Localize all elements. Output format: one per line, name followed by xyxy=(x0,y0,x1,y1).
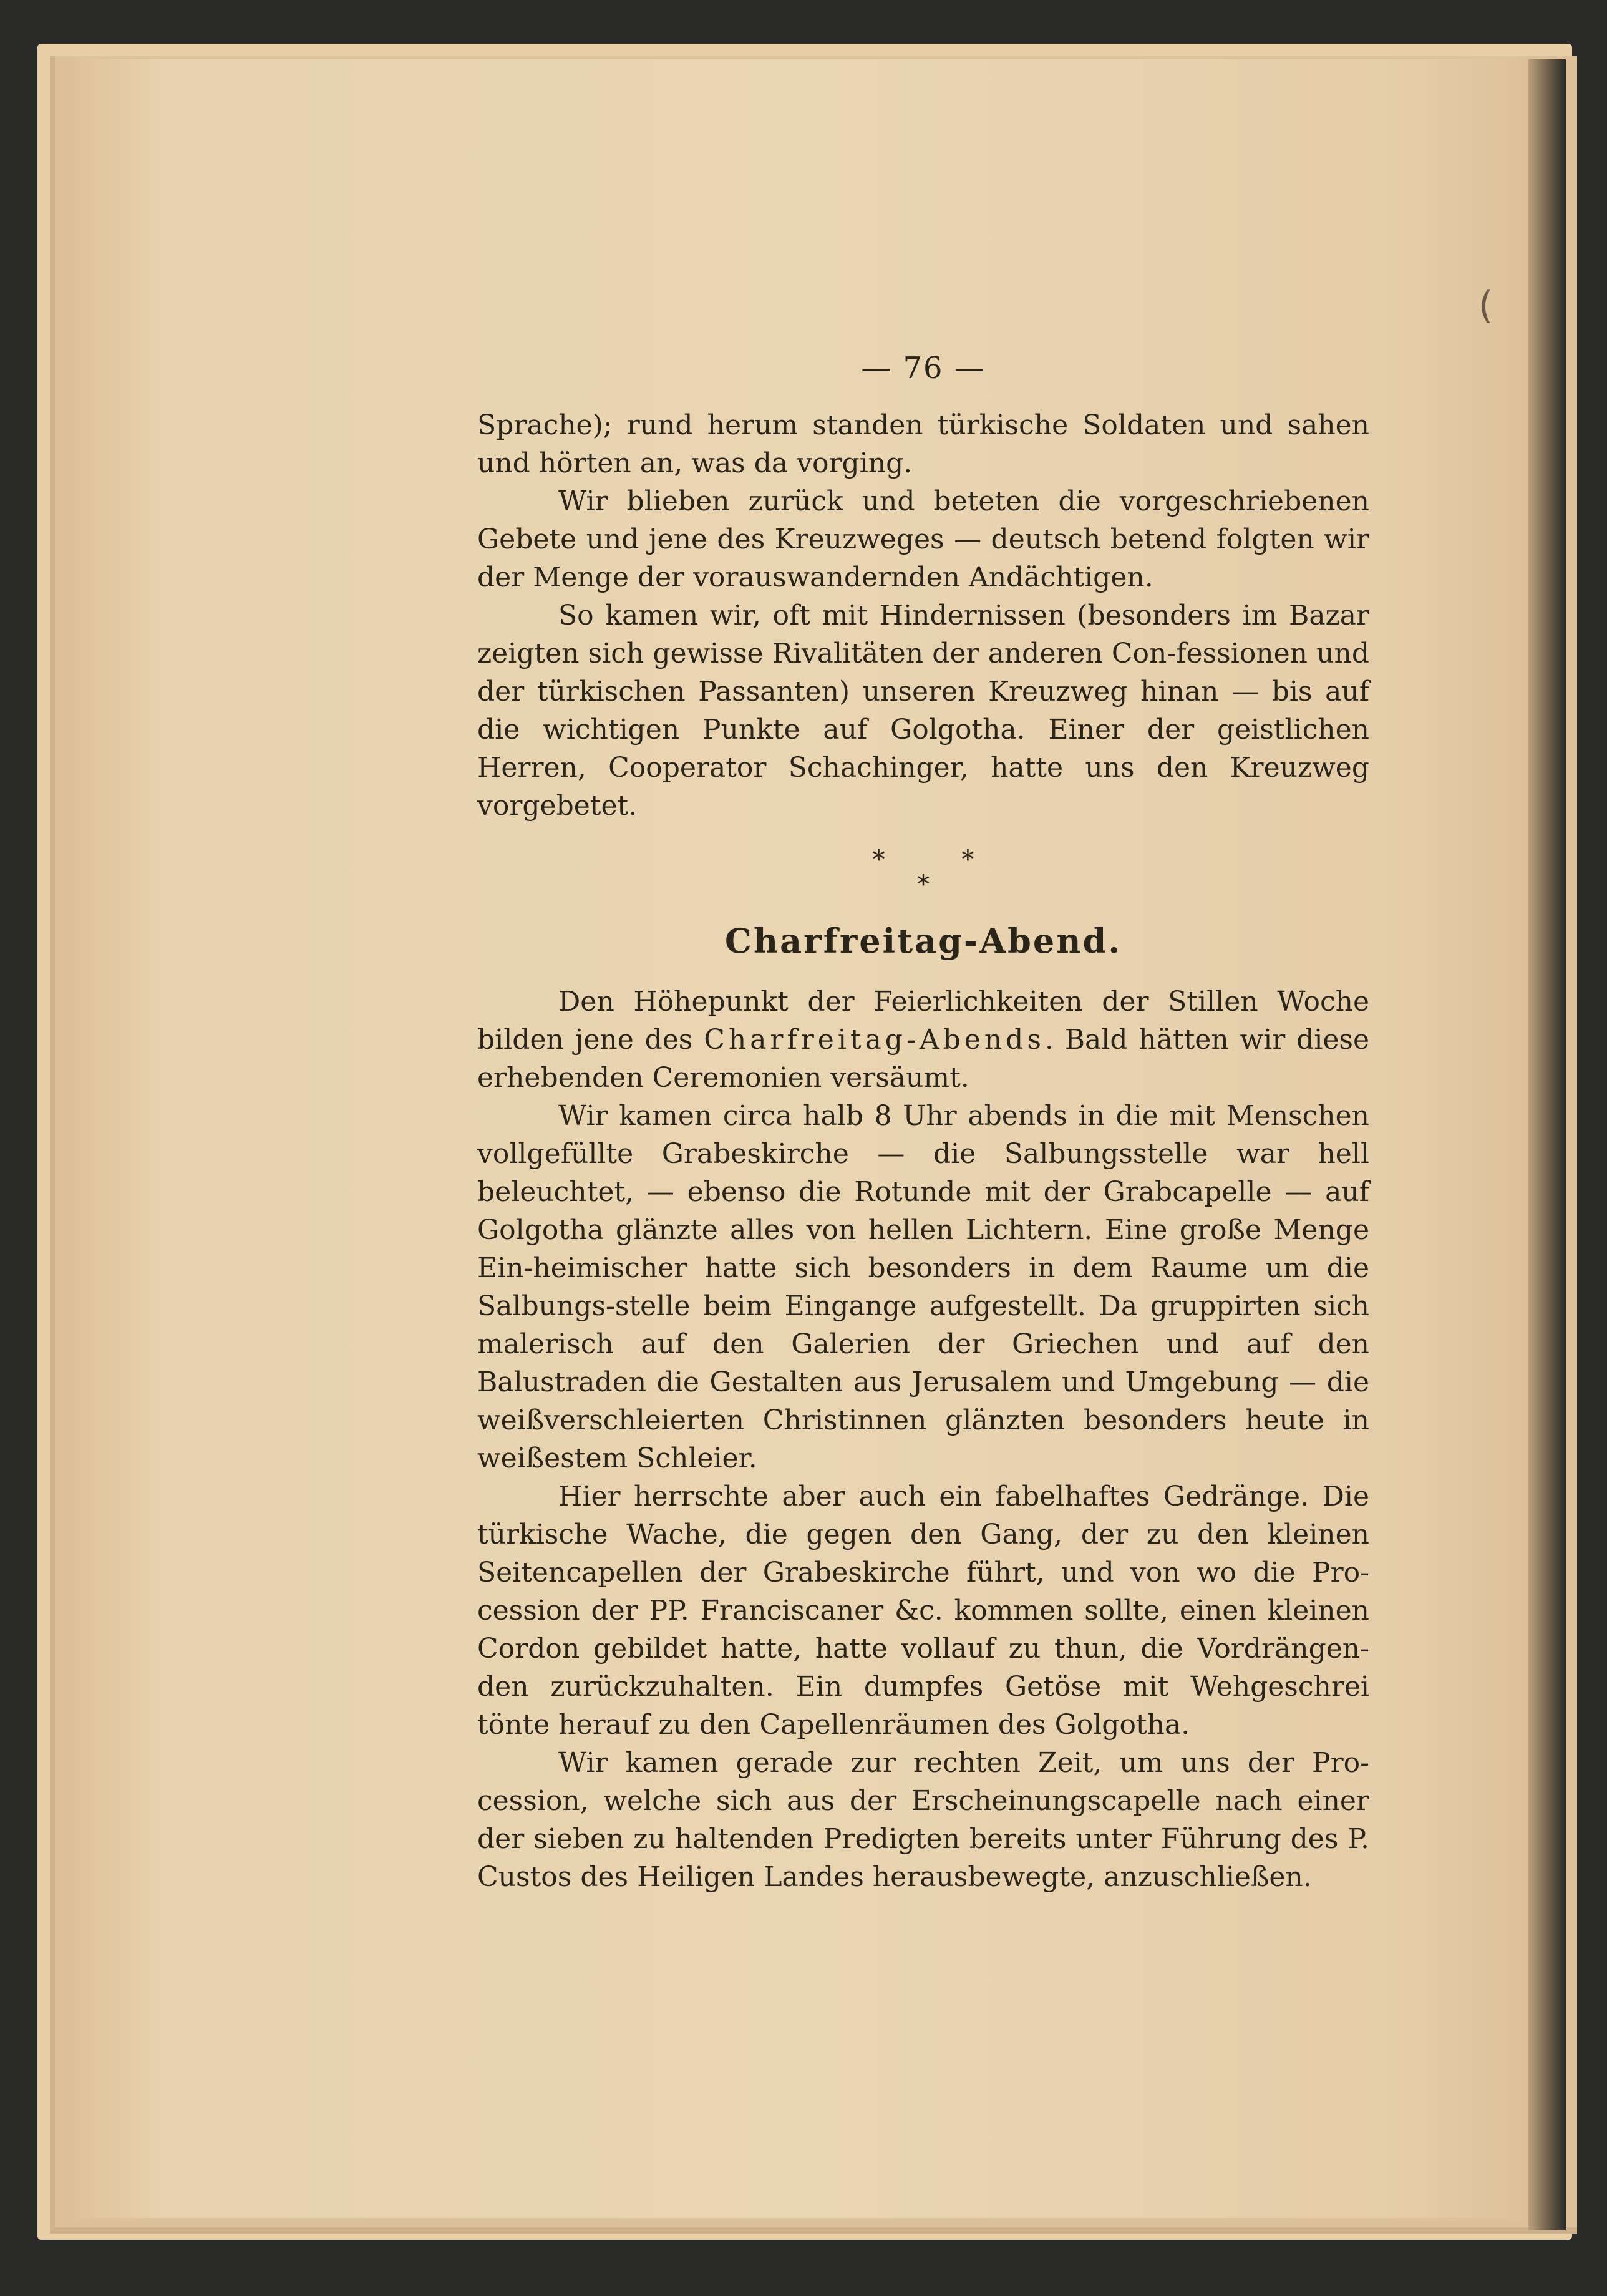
paragraph-4 xyxy=(477,983,1369,1097)
asterism-top: * * xyxy=(872,845,974,874)
paragraph-7: Wir kamen gerade zur rechten Zeit, um uns der Pro-cession, welche sich aus der Erscheinungscapelle nach einer der sieben zu haltenden Predigten bereits unter Führung des P. Custos des Heiligen Landes herausbewegte, anzuschließen. xyxy=(477,1747,1369,1893)
pencil-mark: ( xyxy=(1478,284,1493,328)
page-gutter xyxy=(1528,59,1566,2230)
paragraph-5: Wir kamen circa halb 8 Uhr abends in die mit Menschen vollgefüllte Grabeskirche — die Salbungsstelle war hell beleuchtet, — ebenso die Rotunde mit der Grabcapelle — auf Golgotha glänzte alles von hellen Lichtern. Eine große Menge Ein-heimischer hatte sich besonders in dem Raume um die Salbungs-stelle beim Eingange aufgestellt. Da gruppirten sich malerisch auf den Galerien der Griechen und auf den Balustraden die Gestalten aus Jerusalem und Umgebung — die weißverschleierten Christinnen glänzten besonders heute in weißestem Schleier. xyxy=(477,1100,1369,1474)
asterism-bottom: * xyxy=(917,870,930,899)
paragraph-1: Sprache); rund herum standen türkische Soldaten und sahen und hörten an, was da vorging. xyxy=(477,409,1369,479)
page-text-block xyxy=(477,349,1369,1896)
page-number: — 76 — xyxy=(861,351,986,386)
paragraph-4-spaced: Charfreitag-Abends xyxy=(704,1024,1045,1056)
section-divider xyxy=(477,847,1369,897)
paragraph-6: Hier herrschte aber auch ein fabelhaftes Gedränge. Die türkische Wache, die gegen den Gang, der zu den kleinen Seitencapellen der Grabeskirche führt, und von wo die Pro-cession der PP. Franciscaner &c. kommen sollte, einen kleinen Cordon gebildet hatte, hatte vollauf zu thun, die Vordrängen-den zurückzuhalten. Ein dumpfes Getöse mit Wehgeschrei tönte herauf zu den Capellenräumen des Golgotha. xyxy=(477,1481,1369,1741)
section-heading: Charfreitag-Abend. xyxy=(724,921,1122,961)
paragraph-4-start: Den Höhepunkt der Feierlichkeiten der Stillen Woche bilden jene des xyxy=(477,986,1369,1056)
paragraph-3: So kamen wir, oft mit Hindernissen (besonders im Bazar zeigten sich gewisse Rivalitäten der anderen Con-fessionen und der türkischen Passanten) unseren Kreuzweg hinan — bis auf die wichtigen Punkte auf Golgotha. Einer der geistlichen Herren, Cooperator Schachinger, hatte uns den Kreuzweg vorgebetet. xyxy=(477,600,1369,822)
paragraph-4-end: . Bald hätten wir diese erhebenden Ceremonien versäumt. xyxy=(477,1024,1369,1094)
paragraph-2: Wir blieben zurück und beteten die vorgeschriebenen Gebete und jene des Kreuzweges — deutsch betend folgten wir der Menge der vorauswandernden Andächtigen. xyxy=(477,485,1369,593)
